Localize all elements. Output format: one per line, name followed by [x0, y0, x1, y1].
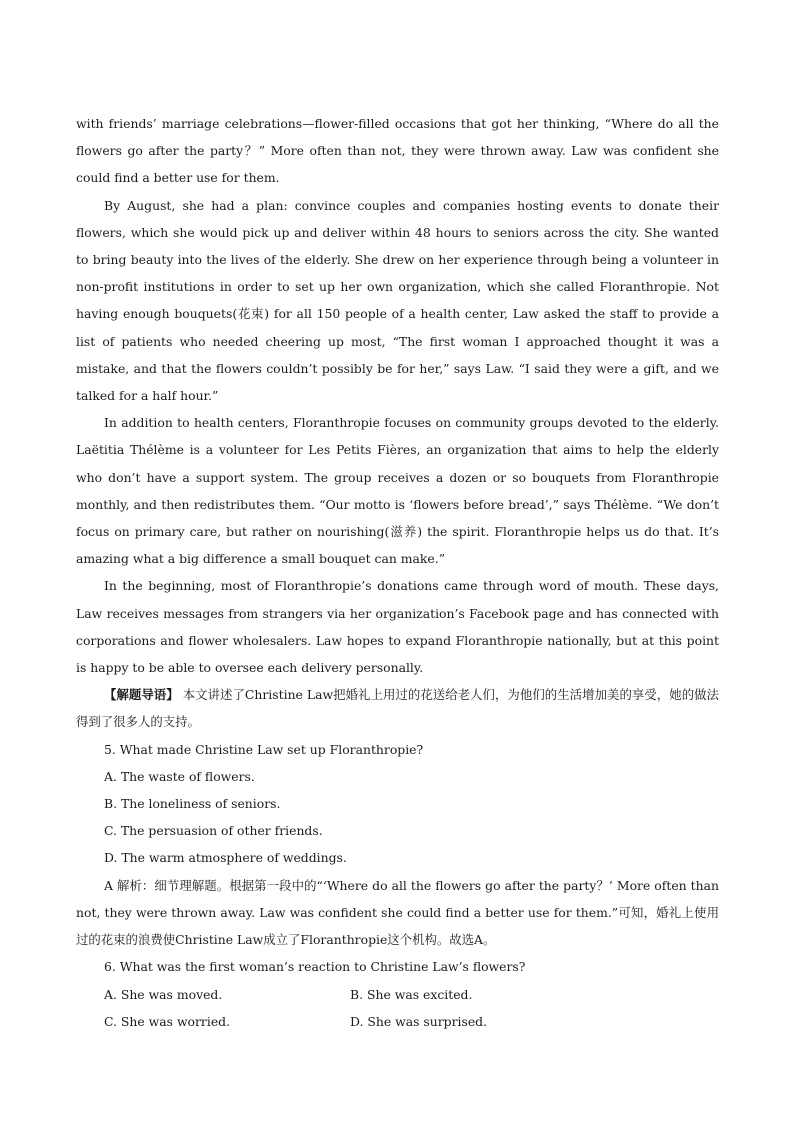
document-page: [76, 110, 719, 1035]
question-6-option-b: B. She was excited.: [350, 986, 473, 1002]
question-5-option-d: D. The warm atmosphere of weddings.: [104, 850, 347, 866]
question-6-option-d: D. She was surprised.: [350, 1013, 488, 1029]
guide-block: [76, 681, 719, 735]
question-6-stem: 6. What was the first woman’s reaction to Christine Law’s flowers?: [104, 959, 526, 975]
passage-paragraph-3: In addition to health centers, Floranthropie focuses on community groups devoted to the elderly. Laëtitia Thélème is a volunteer for Les Petits Fières, an organization that aims to help the elderly who don’t have a support system. The group receives a dozen or so bouquets from Floranthropie monthly, and then redistributes them. “Our motto is ‘flowers before bread’,” says Thélème. “We don’t focus on primary care, but rather on nourishing(滋养) the spirit. Floranthropie helps us do that. It’s amazing what a big difference a small bouquet can make.”: [76, 415, 719, 567]
question-6-option-a: A. She was moved.: [104, 986, 223, 1002]
question-5-answer: A 解析：细节理解题。根据第一段中的“‘Where do all the flowers go after the party？’ More often than not, they were thrown away. Law was confident she could find a better use for them.”可知，婚礼上使用过的花束的浪费使Christine Law成立了Floranthropie这个机构。故选A。: [76, 877, 719, 948]
question-5-option-b: B. The loneliness of seniors.: [104, 796, 281, 812]
guide-label: 【解题导语】: [104, 687, 179, 703]
question-6-options-row-2: [76, 1008, 719, 1035]
passage-paragraph-4: In the beginning, most of Floranthropie’s donations came through word of mouth. These days, Law receives messages from strangers via her organization’s Facebook page and has connected with corporations and flower wholesalers. Law hopes to expand Floranthropie nationally, but at this point is happy to be able to oversee each delivery personally.: [76, 578, 719, 676]
question-5-stem: 5. What made Christine Law set up Floranthropie?: [104, 741, 424, 757]
question-5-option-c: C. The persuasion of other friends.: [104, 823, 323, 839]
guide-text: 本文讲述了Christine Law把婚礼上用过的花送给老人们，为他们的生活增加美的享受，她的做法得到了很多人的支持。: [76, 687, 719, 730]
passage-paragraph-2: By August, she had a plan: convince couples and companies hosting events to donate their flowers, which she would pick up and deliver within 48 hours to seniors across the city. She wanted to bring beauty into the lives of the elderly. She drew on her experience through being a volunteer in non-profit institutions in order to set up her own organization, which she called Floranthropie. Not having enough bouquets(花束) for all 150 people of a health center, Law asked the staff to provide a list of patients who needed cheering up most, “The first woman I approached thought it was a mistake, and that the flowers couldn’t possibly be for her,” says Law. “I said they were a gift, and we talked for a half hour.”: [76, 197, 719, 404]
question-6-option-c: C. She was worried.: [104, 1013, 231, 1029]
question-6-options-row-1: [76, 981, 719, 1008]
question-5-option-a: A. The waste of flowers.: [104, 768, 255, 784]
passage-paragraph-1: with friends’ marriage celebrations—flower-filled occasions that got her thinking, “Where do all the flowers go after the party？” More often than not, they were thrown away. Law was confident she could find a better use for them.: [76, 116, 719, 186]
